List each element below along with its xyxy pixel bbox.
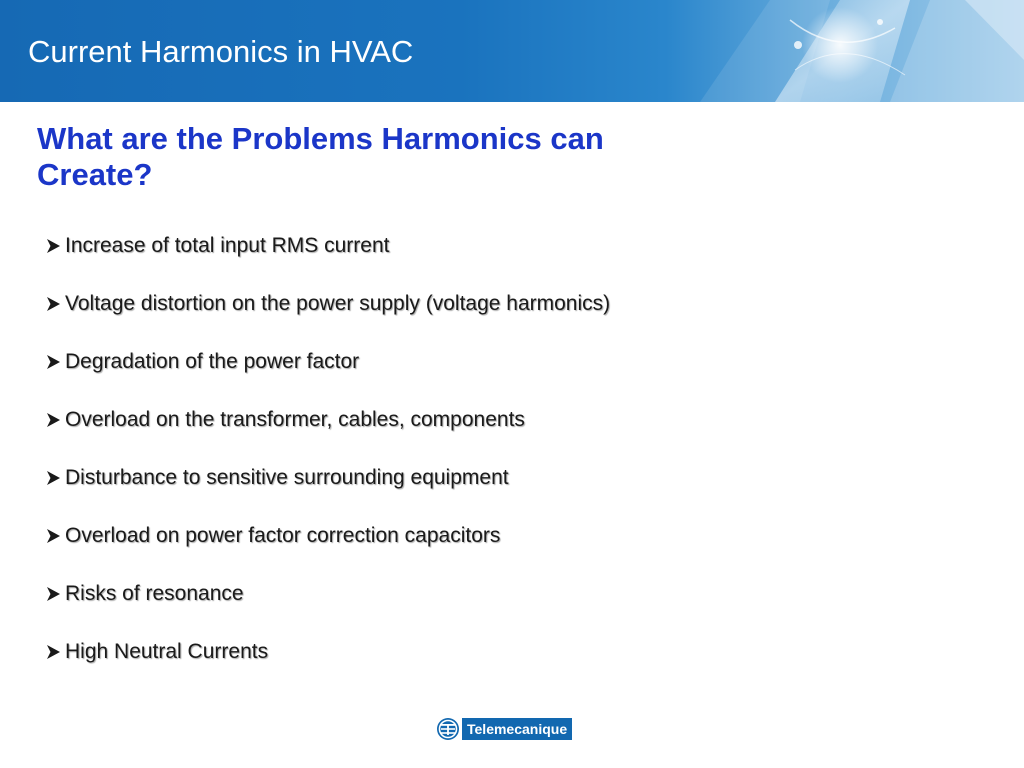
bullet-text: High Neutral Currents xyxy=(65,640,269,663)
list-item xyxy=(46,229,610,287)
list-item xyxy=(46,403,610,461)
list-item xyxy=(46,519,610,577)
bullet-list xyxy=(46,229,610,693)
telemecanique-logo-icon xyxy=(436,717,460,741)
header-decorative-image xyxy=(680,0,1024,102)
arrow-bullet-icon xyxy=(46,577,64,611)
list-item xyxy=(46,287,610,345)
arrow-bullet-icon xyxy=(46,519,64,553)
bullet-text: Risks of resonance xyxy=(65,582,244,605)
arrow-bullet-icon xyxy=(46,229,64,263)
list-item xyxy=(46,635,610,693)
logo-wordmark: Telemecanique xyxy=(462,718,572,740)
slide-title: Current Harmonics in HVAC xyxy=(28,34,414,69)
bullet-text: Disturbance to sensitive surrounding equipment xyxy=(65,466,509,489)
list-item xyxy=(46,577,610,635)
arrow-bullet-icon xyxy=(46,345,64,379)
bullet-text: Degradation of the power factor xyxy=(65,350,360,373)
arrow-bullet-icon xyxy=(46,461,64,495)
arrow-bullet-icon xyxy=(46,403,64,437)
list-item xyxy=(46,461,610,519)
section-heading: What are the Problems Harmonics can Create? xyxy=(37,121,604,192)
bullet-text: Voltage distortion on the power supply (voltage harmonics) xyxy=(65,292,611,315)
arrow-bullet-icon xyxy=(46,287,64,321)
header-band xyxy=(0,0,1024,102)
telemecanique-logo xyxy=(436,716,572,742)
bullet-text: Overload on power factor correction capacitors xyxy=(65,524,501,547)
bullet-text: Overload on the transformer, cables, components xyxy=(65,408,525,431)
list-item xyxy=(46,345,610,403)
bullet-text: Increase of total input RMS current xyxy=(65,234,390,257)
arrow-bullet-icon xyxy=(46,635,64,669)
